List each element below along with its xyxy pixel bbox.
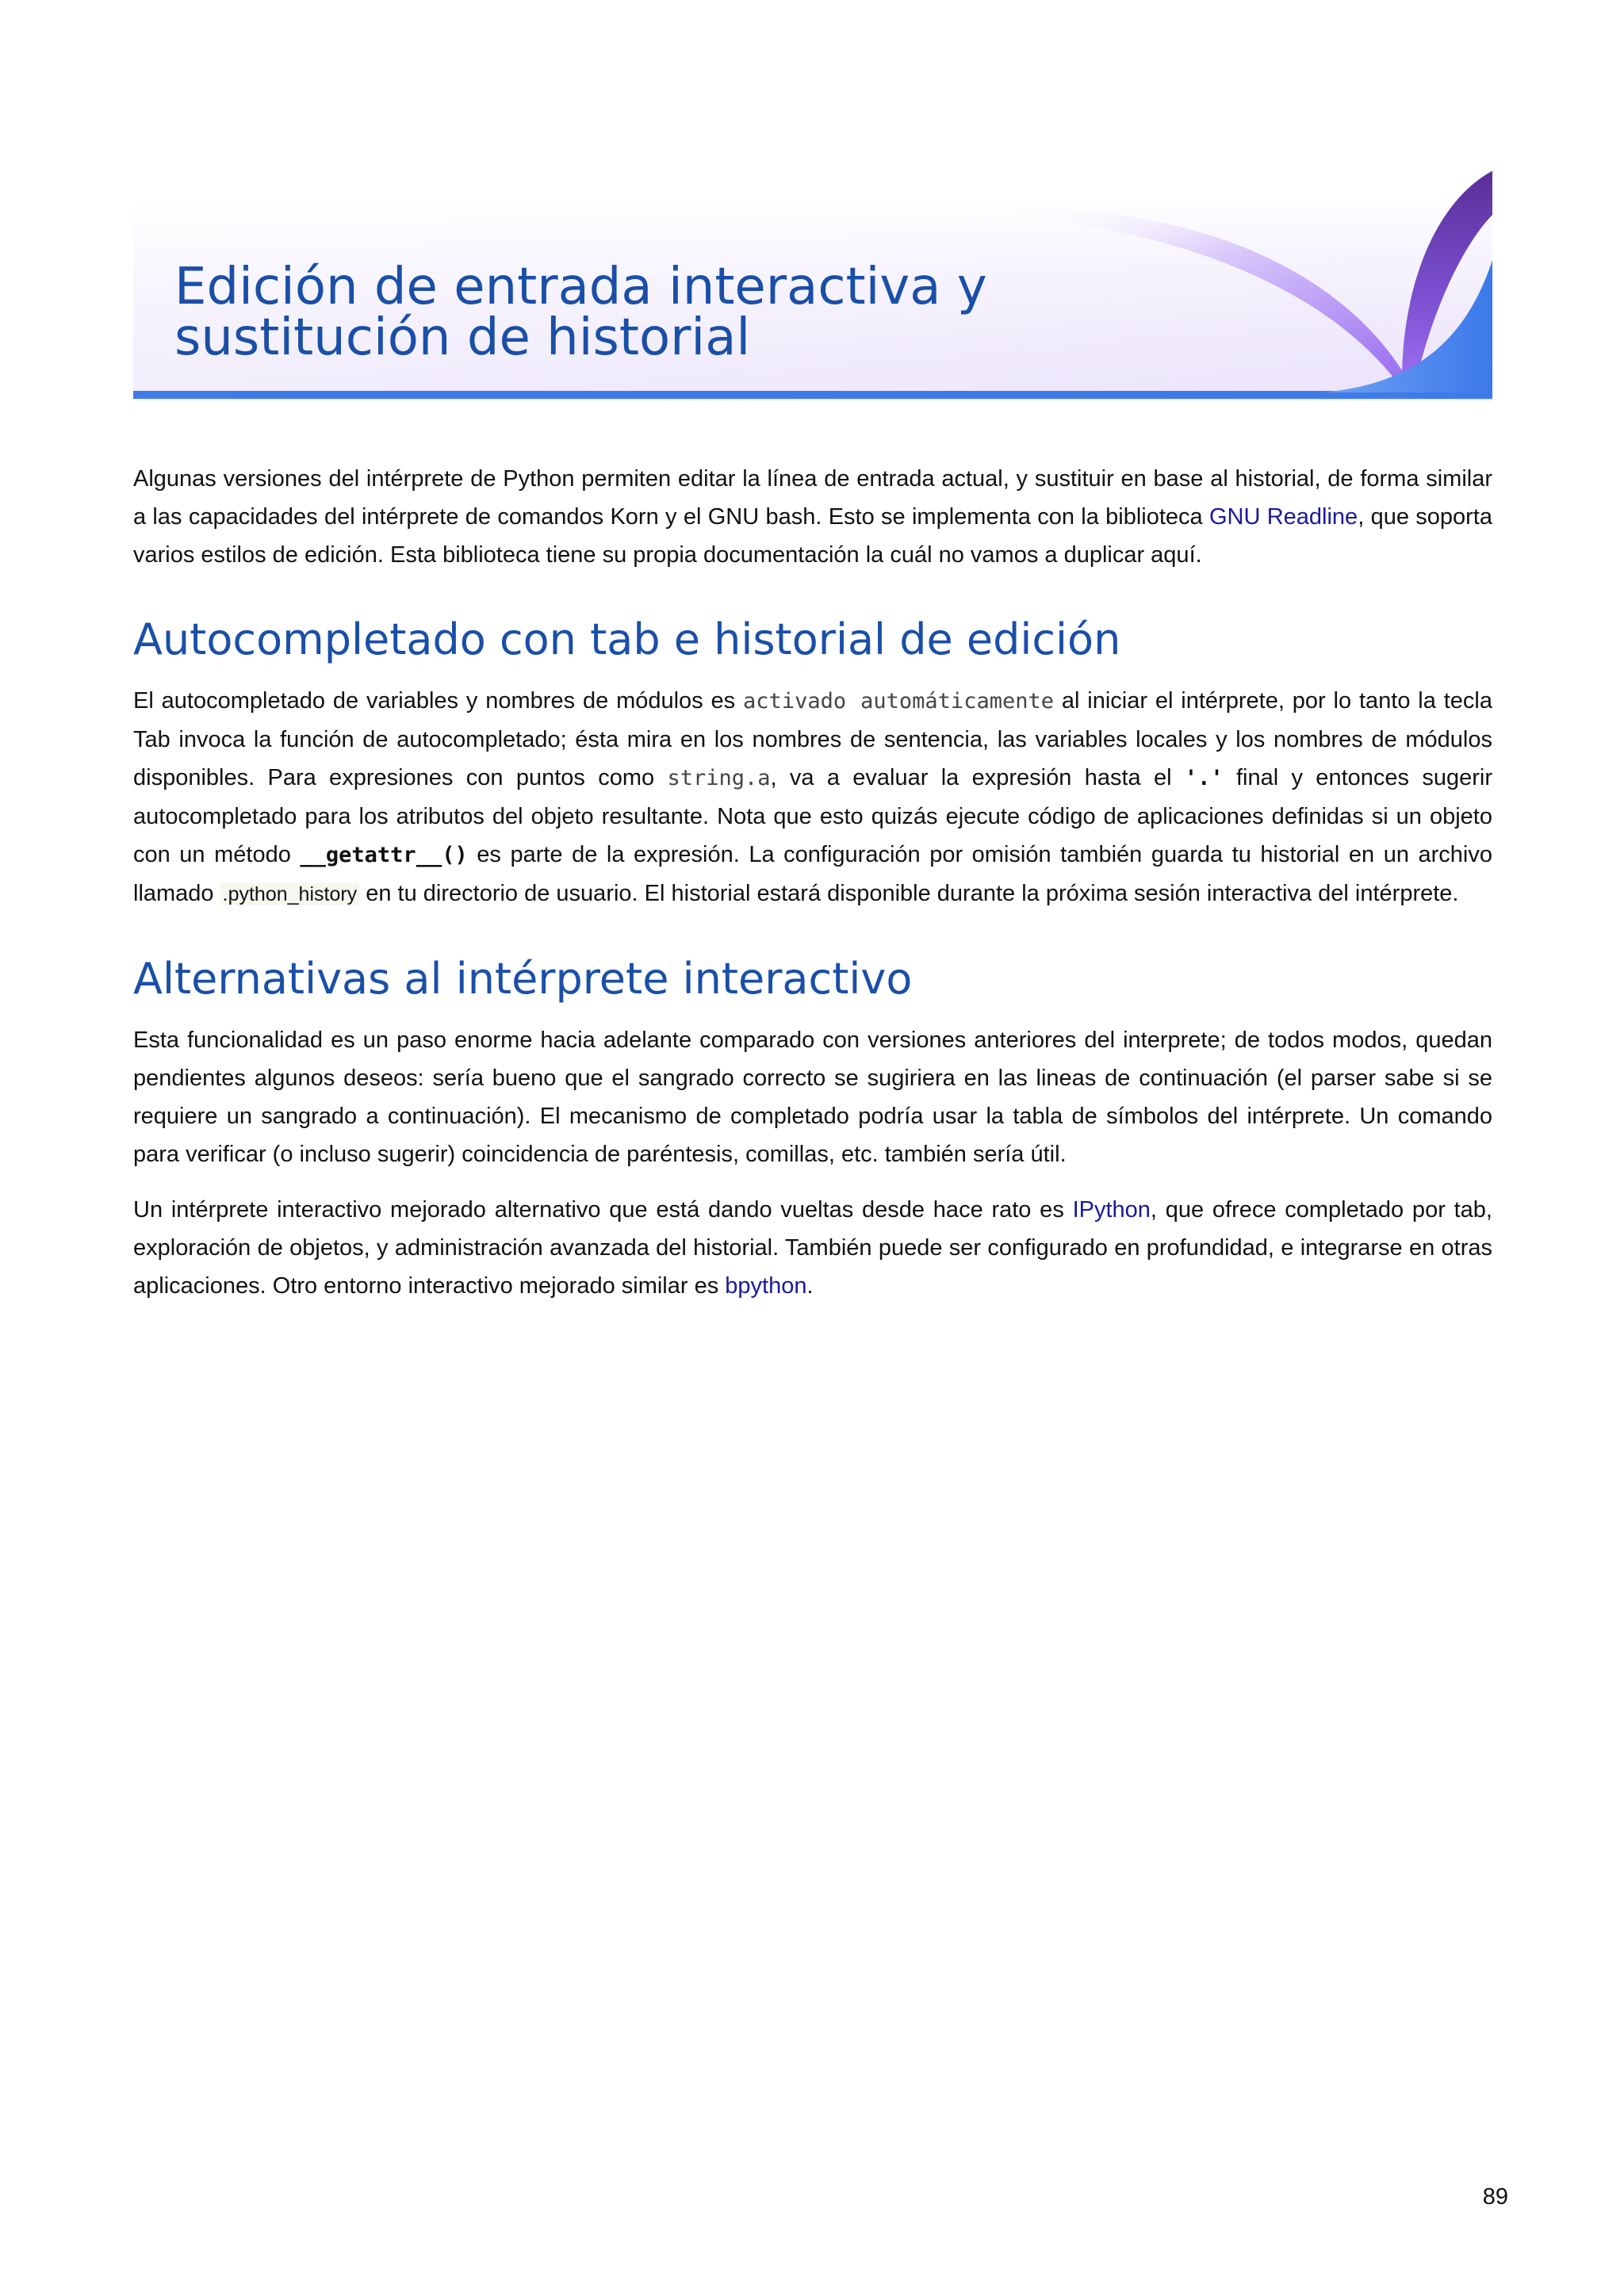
section-heading-alternativas: Alternativas al intérprete interactivo xyxy=(133,954,913,1004)
page-number: 89 xyxy=(1482,2184,1508,2210)
alternativas-paragraph-1: Esta funcionalidad es un paso enorme hacia adelante comparado con versiones anteriores del interprete; de todos modos, quedan pendientes algunos deseos: sería bueno que el sangrado correcto se sugiriera en las lineas de continuación (el parser sabe si se requiere un sangrado a continuación). El mecanismo de completado podría usar la tabla de símbolos del intérprete. Un comando para verificar (o incluso sugerir) coincidencia de paréntesis, comillas, etc. también sería útil. xyxy=(133,1027,1492,1167)
chapter-title-line1: Edición de entrada interactiva y xyxy=(174,258,987,316)
chapter-title xyxy=(174,258,1205,367)
banner-underline xyxy=(133,391,1492,399)
section1-text-3: , va a evaluar la expresión hasta el xyxy=(770,765,1185,790)
intro-paragraph xyxy=(133,460,1492,574)
section1-text-4: final y entonces sugerir autocompletado para los atributos del objeto resultante. Nota que esto quizás ejecute código de aplicaciones definidas si un objeto con un método xyxy=(133,765,1492,867)
alternativas-paragraph-2 xyxy=(133,1191,1492,1305)
section2-text-2: , que ofrece completado por tab, exploración de objetos, y administración avanzada del historial. También puede ser configurado en profundidad, e integrarse en otras aplicaciones. Otro entorno interactivo mejorado similar es xyxy=(133,1197,1492,1299)
intro-text-2: , que soporta varios estilos de edición. Esta biblioteca tiene su propia documentación la cuál no vamos a duplicar aquí. xyxy=(133,504,1492,568)
section1-text-5: es parte de la expresión. La configuración por omisión también guarda tu historial en un archivo llamado xyxy=(133,842,1492,906)
section1-text-2: al iniciar el intérprete, por lo tanto la tecla Tab invoca la función de autocompletado; ésta mira en los nombres de sentencia, las variables locales y los nombres de módulos disponibles. Para expresiones con puntos como xyxy=(133,688,1492,790)
code-dot: '.' xyxy=(1184,766,1224,790)
code-activado: activado automáticamente xyxy=(743,689,1054,714)
code-getattr: __getattr__() xyxy=(300,843,468,867)
section1-text-6: en tu directorio de usuario. El historial estará disponible durante la próxima sesión interactiva del intérprete. xyxy=(359,881,1459,906)
ipython-link[interactable]: IPython xyxy=(1072,1197,1151,1223)
intro-text-1: Algunas versiones del intérprete de Python permiten editar la línea de entrada actual, y sustituir en base al historial, de forma similar a las capacidades del intérprete de comandos Korn y el GNU bash. Esto se implementa con la biblioteca xyxy=(133,466,1492,530)
code-string-a: string.a xyxy=(667,766,771,790)
section2-text-3: . xyxy=(806,1273,814,1299)
chapter-title-line2: sustitución de historial xyxy=(174,308,751,367)
main-content xyxy=(133,460,1492,1322)
autocompletado-paragraph xyxy=(133,682,1492,913)
section-heading-autocompletado: Autocompletado con tab e historial de edición xyxy=(133,614,1121,664)
gnu-readline-link[interactable]: GNU Readline xyxy=(1208,504,1358,530)
file-python-history: .python_history xyxy=(220,883,360,905)
section2-text-1: Un intérprete interactivo mejorado alternativo que está dando vueltas desde hace rato es xyxy=(133,1197,1073,1223)
section1-text-1: El autocompletado de variables y nombres de módulos es xyxy=(133,688,744,714)
bpython-link[interactable]: bpython xyxy=(725,1273,807,1299)
